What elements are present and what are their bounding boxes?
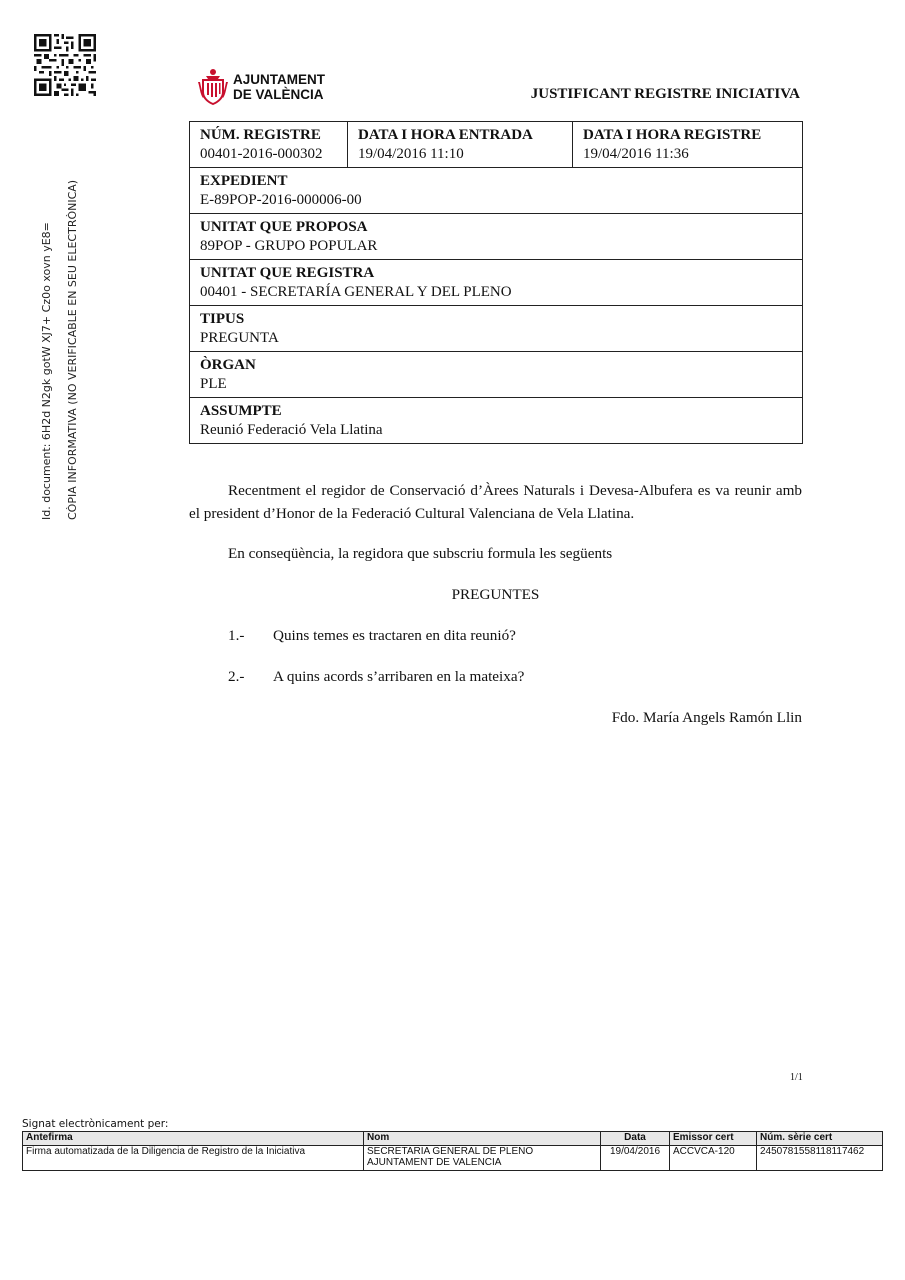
signatory-line: Fdo. María Angels Ramón Llin <box>611 709 802 726</box>
signature-table-header <box>23 1132 883 1146</box>
logo-line-1: AJUNTAMENT <box>233 72 325 87</box>
data-value: 19/04/2016 <box>601 1146 670 1171</box>
col-serie: Núm. sèrie cert <box>757 1132 883 1146</box>
document-title: JUSTIFICANT REGISTRE INICIATIVA <box>530 86 800 102</box>
question-text: A quins acords s’arribaren en la mateixa? <box>273 668 525 685</box>
unitat-registra-label: UNITAT QUE REGISTRA <box>200 265 375 281</box>
col-emissor: Emissor cert <box>670 1132 757 1146</box>
side-verification-text <box>34 160 94 520</box>
cell-data-registre <box>573 122 803 168</box>
data-registre-label: DATA I HORA REGISTRE <box>583 127 762 143</box>
document-id-text: Id. document: 6H2d N2gk gotW XJ7+ Cz0o xovn yE8= <box>40 222 53 520</box>
unitat-proposa-label: UNITAT QUE PROPOSA <box>200 219 368 235</box>
signature-table <box>22 1131 883 1171</box>
copy-notice-text: CÒPIA INFORMATIVA (NO VERIFICABLE EN SEU ELECTRÒNICA) <box>66 179 79 520</box>
organ-label: ÒRGAN <box>200 357 256 373</box>
question-number: 1.- <box>228 627 245 644</box>
unitat-proposa-value: 89POP - GRUPO POPULAR <box>200 238 378 254</box>
assumpte-label: ASSUMPTE <box>200 403 282 419</box>
serie-value: 2450781558118117462 <box>757 1146 883 1171</box>
col-nom: Nom <box>364 1132 601 1146</box>
nom-line-1: SECRETARIA GENERAL DE PLENO <box>367 1146 534 1157</box>
table-row <box>23 1146 883 1171</box>
body-paragraph-1: Recentment el regidor de Conservació d’Àrees Naturals i Devesa-Albufera es va reunir amb el president d’Honor de la Federació Cultural Valenciana de Vela Llatina. <box>189 482 802 522</box>
body-paragraph-2: En conseqüència, la regidora que subscriu formula les següents <box>228 545 613 562</box>
nom-line-2: AJUNTAMENT DE VALENCIA <box>367 1157 502 1168</box>
data-registre-value: 19/04/2016 11:36 <box>583 146 689 162</box>
expedient-label: EXPEDIENT <box>200 173 288 189</box>
data-entrada-label: DATA I HORA ENTRADA <box>358 127 533 143</box>
assumpte-value: Reunió Federació Vela Llatina <box>200 422 383 438</box>
cell-data-entrada <box>348 122 573 168</box>
organ-value: PLE <box>200 376 227 392</box>
city-crest-icon <box>197 68 229 106</box>
col-data: Data <box>601 1132 670 1146</box>
cell-unitat-proposa <box>190 214 803 260</box>
tipus-label: TIPUS <box>200 311 245 327</box>
ajuntament-logo <box>197 68 325 106</box>
tipus-value: PREGUNTA <box>200 330 279 346</box>
cell-assumpte <box>190 398 803 444</box>
qr-code <box>34 34 96 96</box>
expedient-value: E-89POP-2016-000006-00 <box>200 192 362 208</box>
cell-organ <box>190 352 803 398</box>
cell-tipus <box>190 306 803 352</box>
antefirma-value: Firma automatizada de la Diligencia de Registro de la Iniciativa <box>23 1146 364 1171</box>
question-text: Quins temes es tractaren en dita reunió? <box>273 627 516 644</box>
emissor-value: ACCVCA-120 <box>670 1146 757 1171</box>
signature-block-label: Signat electrònicament per: <box>22 1118 169 1130</box>
num-registre-value: 00401-2016-000302 <box>200 146 323 162</box>
question-item <box>228 624 788 647</box>
questions-heading: PREGUNTES <box>451 586 540 603</box>
cell-expedient <box>190 168 803 214</box>
question-number: 2.- <box>228 668 245 685</box>
nom-value <box>364 1146 601 1171</box>
logo-line-2: DE VALÈNCIA <box>233 87 324 102</box>
num-registre-label: NÚM. REGISTRE <box>200 127 321 143</box>
unitat-registra-value: 00401 - SECRETARÍA GENERAL Y DEL PLENO <box>200 284 512 300</box>
question-item <box>228 665 788 688</box>
cell-unitat-registra <box>190 260 803 306</box>
page-number: 1/1 <box>790 1072 803 1083</box>
col-antefirma: Antefirma <box>23 1132 364 1146</box>
cell-num-registre <box>190 122 348 168</box>
data-entrada-value: 19/04/2016 11:10 <box>358 146 464 162</box>
registration-table <box>189 121 803 444</box>
